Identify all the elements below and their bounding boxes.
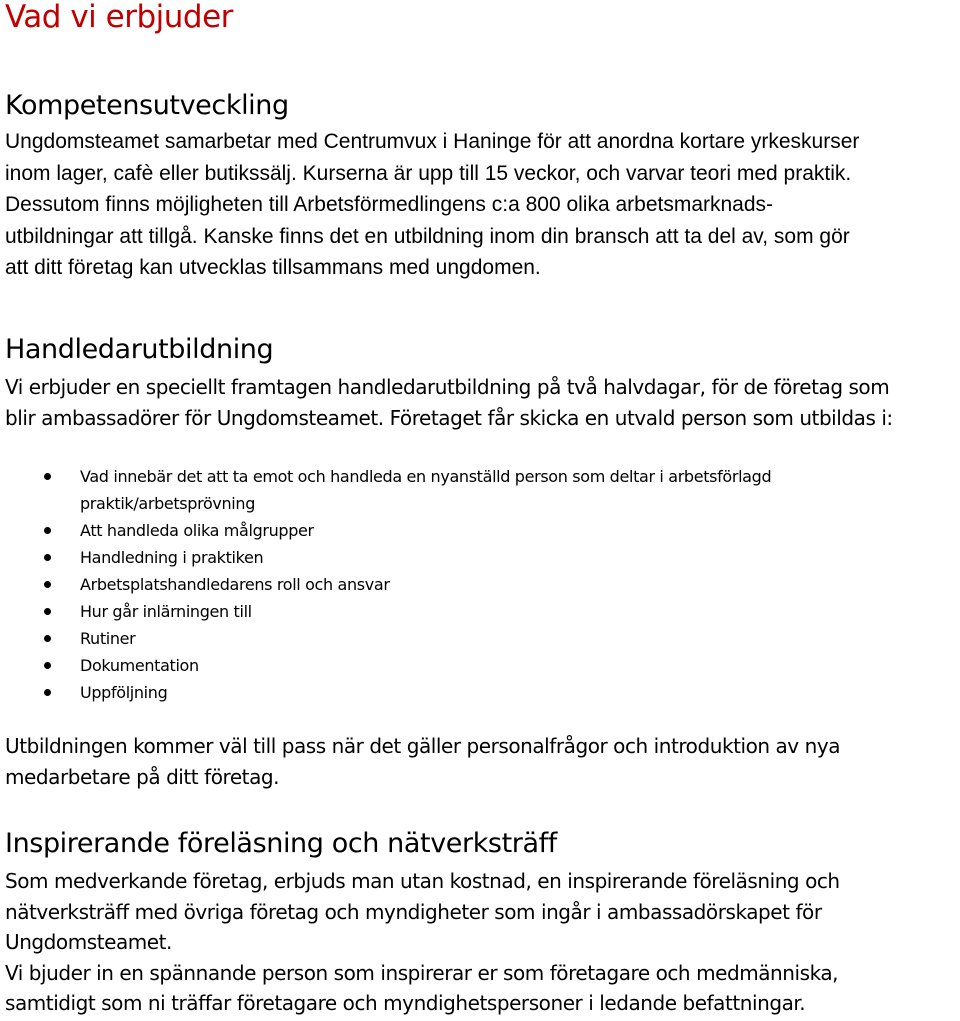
- bullet-dot: [44, 473, 51, 480]
- page-title: Vad vi erbjuder: [5, 0, 233, 35]
- list-item-text: Handledning i praktiken: [80, 548, 264, 567]
- bullet-dot: [44, 581, 51, 588]
- list-item: [0, 571, 771, 598]
- section-heading-inspirerande-forelasning: Inspirerande föreläsning och nätverksträff: [5, 828, 557, 859]
- paragraph-line: blir ambassadörer för Ungdomsteamet. Företaget får skicka en utvald person som utbildas i:: [5, 405, 893, 430]
- handledarutbildning-paragraph: [5, 372, 893, 433]
- bullet-dot: [44, 527, 51, 534]
- list-item: [0, 598, 771, 625]
- list-item-text: Uppföljning: [80, 683, 168, 702]
- paragraph-line: Som medverkande företag, erbjuds man utan kostnad, en inspirerande föreläsning och: [5, 869, 840, 893]
- bullet-dot: [44, 635, 51, 642]
- paragraph-line: att ditt företag kan utvecklas tillsammans med ungdomen.: [5, 256, 541, 279]
- paragraph-line: Ungdomsteamet.: [5, 930, 172, 954]
- bullet-dot: [44, 689, 51, 696]
- paragraph-line: samtidigt som ni träffar företagare och myndighetspersoner i ledande befattningar.: [5, 991, 806, 1015]
- kompetensutveckling-paragraph: [5, 126, 859, 284]
- list-item-text: Vad innebär det att ta emot och handleda en nyanställd person som deltar i arbetsförlagd: [80, 467, 772, 486]
- section-heading-kompetensutveckling: Kompetensutveckling: [5, 90, 289, 121]
- list-item-text: Dokumentation: [80, 656, 199, 675]
- bullet-dot: [44, 554, 51, 561]
- paragraph-line: Dessutom finns möjligheten till Arbetsförmedlingens c:a 800 olika arbetsmarknads-: [5, 193, 774, 216]
- paragraph-line: Vi erbjuder en speciellt framtagen handledarutbildning på två halvdagar, för de företag som: [5, 375, 890, 399]
- list-item-text: praktik/arbetsprövning: [80, 494, 255, 513]
- list-item: [0, 517, 771, 544]
- paragraph-line: Ungdomsteamet samarbetar med Centrumvux i Haninge för att anordna kortare yrkeskurser: [5, 130, 860, 153]
- paragraph-line: medarbetare på ditt företag.: [5, 764, 280, 789]
- list-item-text: Hur går inlärningen till: [80, 602, 252, 621]
- paragraph-line: inom lager, cafè eller butikssälj. Kurserna är upp till 15 veckor, och varvar teori med praktik.: [5, 161, 852, 185]
- paragraph-line: utbildningar att tillgå. Kanske finns det en utbildning inom din bransch att ta del av, som gör: [5, 224, 850, 248]
- list-item-text: Rutiner: [80, 629, 136, 648]
- training-topics-list: [0, 463, 771, 706]
- list-item-text: Arbetsplatshandledarens roll och ansvar: [80, 575, 390, 594]
- paragraph-line: Utbildningen kommer väl till pass när det gäller personalfrågor och introduktion av nya: [5, 734, 841, 758]
- inspirerande-forelasning-paragraph: [5, 866, 840, 1019]
- list-item: [0, 625, 771, 652]
- list-item: [0, 679, 771, 706]
- list-item: [0, 544, 771, 571]
- handledarutbildning-closing-paragraph: [5, 731, 840, 792]
- section-heading-handledarutbildning: Handledarutbildning: [5, 334, 274, 365]
- paragraph-line: nätverksträff med övriga företag och myndigheter som ingår i ambassadörskapet för: [5, 899, 822, 924]
- bullet-dot: [44, 608, 51, 615]
- list-item: [0, 463, 771, 517]
- list-item-text: Att handleda olika målgrupper: [80, 521, 314, 540]
- paragraph-line: Vi bjuder in en spännande person som inspirerar er som företagare och medmänniska,: [5, 960, 839, 985]
- list-item: [0, 652, 771, 679]
- bullet-dot: [44, 662, 51, 669]
